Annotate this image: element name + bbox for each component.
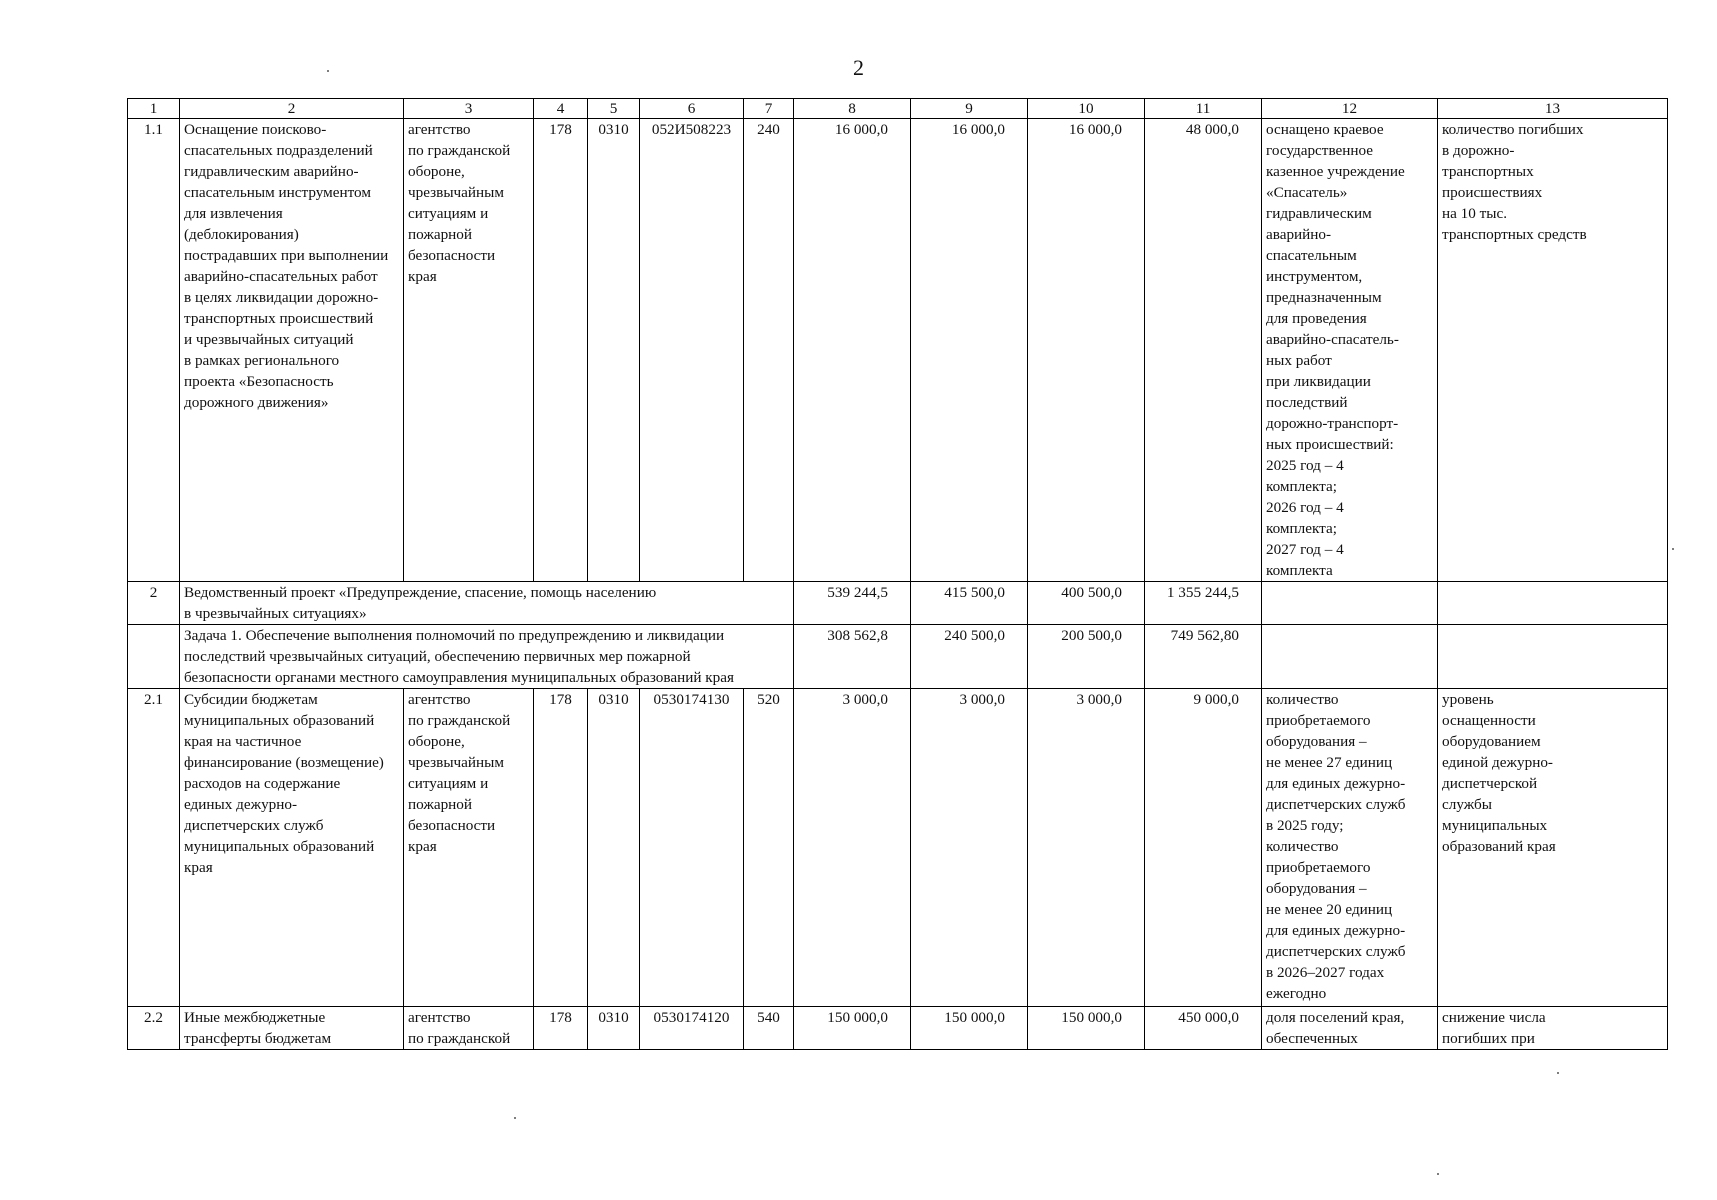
code-gv: 178 bbox=[534, 119, 588, 582]
expected-result bbox=[1262, 625, 1438, 689]
code-csr: 0530174130 bbox=[640, 689, 744, 1007]
header-cell: 3 bbox=[404, 99, 534, 119]
header-cell: 1 bbox=[128, 99, 180, 119]
table-row bbox=[128, 119, 1668, 582]
table-row bbox=[128, 689, 1668, 1007]
measure-name: Иные межбюджетные трансферты бюджетам bbox=[180, 1007, 404, 1050]
measure-name: Оснащение поисково- спасательных подразделений гидравлическим аварийно- спасательным инструментом для извлечения (деблокирования) пострадавших при выполнении аварийно-спасательных работ в целях ликвидации дорожно- транспортных происшествий и чрезвычайных ситуаций в рамках регионального проекта «Безопасность дорожного движения» bbox=[180, 119, 404, 582]
executor: агентство по гражданской обороне, чрезвычайным ситуациям и пожарной безопасности края bbox=[404, 689, 534, 1007]
executor: агентство по гражданской обороне, чрезвычайным ситуациям и пожарной безопасности края bbox=[404, 119, 534, 582]
amount-2026: 3 000,0 bbox=[911, 689, 1028, 1007]
amount-2026: 16 000,0 bbox=[911, 119, 1028, 582]
amount-2027: 400 500,0 bbox=[1028, 582, 1145, 625]
header-cell: 12 bbox=[1262, 99, 1438, 119]
task-title: Задача 1. Обеспечение выполнения полномочий по предупреждению и ликвидации последствий чрезвычайных ситуаций, обеспечению первичных мер пожарной безопасности органами местного самоуправления муниципальных образований края bbox=[180, 625, 794, 689]
header-cell: 4 bbox=[534, 99, 588, 119]
amount-2025: 150 000,0 bbox=[794, 1007, 911, 1050]
indicator: количество погибших в дорожно- транспортных происшествиях на 10 тыс. транспортных средств bbox=[1438, 119, 1668, 582]
project-title: Ведомственный проект «Предупреждение, спасение, помощь населению в чрезвычайных ситуациях» bbox=[180, 582, 794, 625]
expected-result: количество приобретаемого оборудования – не менее 27 единиц для единых дежурно- диспетчерских служб в 2025 году; количество приобретаемого оборудования – не менее 20 единиц для единых дежурно- диспетчерских служб в 2026–2027 годах ежегодно bbox=[1262, 689, 1438, 1007]
code-vr: 540 bbox=[744, 1007, 794, 1050]
amount-2026: 415 500,0 bbox=[911, 582, 1028, 625]
amount-total: 9 000,0 bbox=[1145, 689, 1262, 1007]
amount-2027: 200 500,0 bbox=[1028, 625, 1145, 689]
amount-total: 450 000,0 bbox=[1145, 1007, 1262, 1050]
code-csr: 0530174120 bbox=[640, 1007, 744, 1050]
scan-speck bbox=[514, 1117, 516, 1119]
code-vr: 240 bbox=[744, 119, 794, 582]
scan-speck bbox=[327, 70, 329, 72]
amount-2027: 16 000,0 bbox=[1028, 119, 1145, 582]
indicator: снижение числа погибших при bbox=[1438, 1007, 1668, 1050]
code-rzpr: 0310 bbox=[588, 689, 640, 1007]
expected-result: доля поселений края, обеспеченных bbox=[1262, 1007, 1438, 1050]
table-row bbox=[128, 1007, 1668, 1050]
header-cell: 9 bbox=[911, 99, 1028, 119]
scan-speck bbox=[1437, 1173, 1439, 1175]
scan-speck bbox=[1672, 548, 1674, 550]
header-cell: 10 bbox=[1028, 99, 1145, 119]
amount-2027: 3 000,0 bbox=[1028, 689, 1145, 1007]
amount-total: 48 000,0 bbox=[1145, 119, 1262, 582]
indicator bbox=[1438, 582, 1668, 625]
header-cell: 6 bbox=[640, 99, 744, 119]
code-rzpr: 0310 bbox=[588, 119, 640, 582]
header-row bbox=[128, 99, 1668, 119]
header-cell: 11 bbox=[1145, 99, 1262, 119]
amount-total: 749 562,80 bbox=[1145, 625, 1262, 689]
page-number: 2 bbox=[853, 55, 864, 80]
indicator: уровень оснащенности оборудованием единой дежурно- диспетчерской службы муниципальных образований края bbox=[1438, 689, 1668, 1007]
measures-table bbox=[127, 98, 1668, 1050]
header-cell: 8 bbox=[794, 99, 911, 119]
row-number: 2 bbox=[128, 582, 180, 625]
measure-name: Субсидии бюджетам муниципальных образований края на частичное финансирование (возмещение) расходов на содержание единых дежурно- диспетчерских служб муниципальных образований края bbox=[180, 689, 404, 1007]
amount-2025: 539 244,5 bbox=[794, 582, 911, 625]
amount-2025: 16 000,0 bbox=[794, 119, 911, 582]
header-cell: 2 bbox=[180, 99, 404, 119]
indicator bbox=[1438, 625, 1668, 689]
amount-2025: 308 562,8 bbox=[794, 625, 911, 689]
amount-2026: 240 500,0 bbox=[911, 625, 1028, 689]
header-cell: 5 bbox=[588, 99, 640, 119]
code-csr: 052И508223 bbox=[640, 119, 744, 582]
executor: агентство по гражданской bbox=[404, 1007, 534, 1050]
header-cell: 7 bbox=[744, 99, 794, 119]
code-vr: 520 bbox=[744, 689, 794, 1007]
table-row bbox=[128, 625, 1668, 689]
amount-2025: 3 000,0 bbox=[794, 689, 911, 1007]
scan-speck bbox=[1557, 1072, 1559, 1074]
row-number: 1.1 bbox=[128, 119, 180, 582]
expected-result bbox=[1262, 582, 1438, 625]
code-rzpr: 0310 bbox=[588, 1007, 640, 1050]
table-row bbox=[128, 582, 1668, 625]
amount-2026: 150 000,0 bbox=[911, 1007, 1028, 1050]
amount-total: 1 355 244,5 bbox=[1145, 582, 1262, 625]
code-gv: 178 bbox=[534, 689, 588, 1007]
row-number: 2.1 bbox=[128, 689, 180, 1007]
header-cell: 13 bbox=[1438, 99, 1668, 119]
expected-result: оснащено краевое государственное казенное учреждение «Спасатель» гидравлическим аварийно- спасательным инструментом, предназначенным для проведения аварийно-спасатель- ных работ при ликвидации последствий дорожно-транспорт- ных происшествий: 2025 год – 4 комплекта; 2026 год – 4 комплекта; 2027 год – 4 комплекта bbox=[1262, 119, 1438, 582]
amount-2027: 150 000,0 bbox=[1028, 1007, 1145, 1050]
row-number bbox=[128, 625, 180, 689]
row-number: 2.2 bbox=[128, 1007, 180, 1050]
code-gv: 178 bbox=[534, 1007, 588, 1050]
